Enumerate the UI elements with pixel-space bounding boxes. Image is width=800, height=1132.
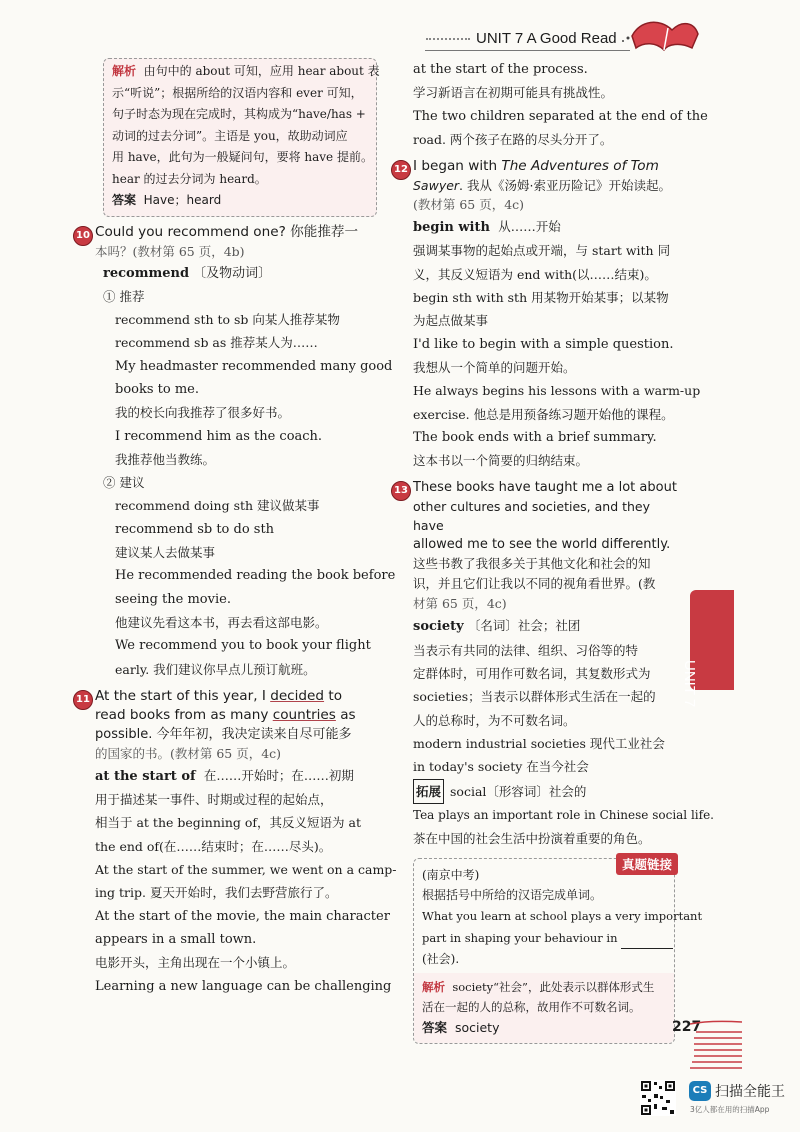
body-line: exercise. 他总是用预备练习题开始他的课程。 bbox=[413, 406, 674, 422]
example-line: early. 我们建议你早点儿预订航班。 bbox=[115, 661, 316, 677]
example-line: recommend sb as 推荐某人为…… bbox=[115, 335, 318, 351]
example-line: 建议某人去做某事 bbox=[115, 545, 216, 561]
example-line: He recommended reading the book before bbox=[115, 568, 396, 584]
part-of-speech: 〔及物动词〕 bbox=[193, 265, 272, 281]
body-line: societies；当表示以群体形式生活在一起的 bbox=[413, 689, 656, 705]
exam-question: What you learn at school plays a very important bbox=[422, 909, 703, 924]
item-heading: other cultures and societies, and they have bbox=[413, 499, 651, 534]
exam-analysis: 解析 society“社会”，此处表示以群体形式生 活在一起的人的总称，故用作不可数名词。 答案 society bbox=[414, 973, 674, 1043]
item-heading: Sawyer. 我从《汤姆·索亚历险记》开始读起。 bbox=[413, 178, 671, 194]
sense-number: ② bbox=[103, 475, 116, 491]
body-line: 用于描述某一事件、时期或过程的起始点， bbox=[95, 792, 333, 808]
body-line: Learning a new language can be challenging bbox=[95, 978, 392, 994]
item-number-badge: 10 bbox=[73, 226, 93, 246]
answer-text: society bbox=[454, 1020, 500, 1036]
body-line: 我想从一个简单的问题开始。 bbox=[413, 359, 576, 375]
answer-line bbox=[112, 190, 370, 212]
word-entry bbox=[103, 262, 370, 285]
unit-title: UNIT 7 A Good Read bbox=[476, 30, 617, 47]
analysis-line: 示“听说”；根据所给的汉语内容和 ever 可知， bbox=[112, 85, 363, 100]
answer-blank bbox=[621, 936, 673, 949]
analysis-label: 解析 bbox=[422, 980, 445, 995]
item-10 bbox=[76, 223, 396, 681]
item-number-badge: 12 bbox=[391, 160, 411, 180]
analysis-line: 句子时态为现在完成时，其构成为“have/has + bbox=[112, 107, 366, 121]
underlined-word: decided bbox=[270, 687, 325, 704]
body-line: He always begins his lessons with a warm-up bbox=[413, 383, 701, 399]
page-corner-decoration-icon bbox=[690, 1020, 742, 1080]
item-number-badge: 13 bbox=[391, 481, 411, 501]
item-heading: These books have taught me a lot about bbox=[413, 480, 677, 496]
item-heading: 材第 65 页，4c) bbox=[413, 596, 507, 612]
item-heading: At the start of this year, I decided to bbox=[95, 687, 343, 704]
book-title: The Adventures of Tom bbox=[501, 158, 659, 175]
body-line: The two children separated at the end of the bbox=[413, 108, 708, 124]
phrase-entry: begin with 从……开始 bbox=[413, 219, 561, 236]
camscanner-name: 扫描全能王 bbox=[715, 1084, 785, 1100]
analysis-line: 解析 由句中的 about 可知，应用 hear about 表 bbox=[112, 64, 380, 78]
sense: ② 建议 bbox=[103, 475, 145, 491]
body-line: ing trip. 夏天开始时，我们去野营旅行了。 bbox=[95, 885, 338, 901]
body-line: the end of(在……结束时；在……尽头)。 bbox=[95, 838, 332, 854]
body-line: begin sth with sth 用某物开始某事；以某物 bbox=[413, 290, 669, 306]
example-line: seeing the movie. bbox=[115, 591, 231, 607]
item-heading: 的国家的书。(教材第 65 页，4c) bbox=[95, 745, 282, 761]
body-line: appears in a small town. bbox=[95, 931, 257, 947]
item-11 bbox=[76, 687, 397, 998]
extension-line: 拓展 social〔形容词〕社会的 bbox=[413, 779, 677, 804]
exam-instruction: 根据括号中所给的汉语完成单词。 bbox=[422, 888, 603, 903]
exam-link-tag: 真题链接 bbox=[616, 853, 678, 875]
item-heading: I began with The Adventures of Tom bbox=[413, 158, 659, 175]
body-line: at the start of the process. bbox=[413, 62, 588, 77]
body-line: 定群体时，可用作可数名词，其复数形式为 bbox=[413, 666, 651, 682]
phrase: at the start of bbox=[95, 768, 196, 784]
camscanner-logo: CS bbox=[689, 1081, 711, 1101]
unit-side-tab-label: UNIT 7 bbox=[681, 660, 698, 708]
body-line: 学习新语言在初期可能具有挑战性。 bbox=[413, 85, 614, 101]
book-title: Sawyer bbox=[413, 178, 460, 194]
body-line: The book ends with a brief summary. bbox=[413, 429, 657, 445]
example-line: 我推荐他当教练。 bbox=[115, 451, 216, 467]
example-line: recommend sb to do sth bbox=[115, 521, 275, 537]
analysis-line: 用 have，此句为一般疑问句，要将 have 提前。 bbox=[112, 150, 373, 164]
camscanner-tagline: 3亿人都在用的扫描App bbox=[690, 1105, 770, 1114]
answer-label: 答案 bbox=[422, 1020, 448, 1036]
item-heading: 识，并且它们让我以不同的视角看世界。(教 bbox=[413, 576, 656, 592]
headword: recommend bbox=[103, 265, 190, 281]
word-entry bbox=[413, 614, 677, 638]
part-of-speech: 〔名词〕社会；社团 bbox=[467, 618, 581, 634]
headword: society bbox=[413, 619, 464, 635]
underlined-word: countries bbox=[272, 706, 336, 723]
example-line: books to me. bbox=[115, 381, 199, 397]
analysis-line: hear 的过去分词为 heard。 bbox=[112, 171, 267, 186]
item-heading: Could you recommend one? 你能推荐一 bbox=[95, 223, 359, 240]
item-heading: 这些书教了我很多关于其他文化和社会的知 bbox=[413, 556, 651, 572]
item-heading: possible. 今年年初，我决定读来自尽可能多 bbox=[95, 726, 352, 742]
qr-code-icon bbox=[640, 1080, 676, 1116]
body-line: 义，其反义短语为 end with(以……结束)。 bbox=[413, 266, 657, 282]
body-line: 当表示有共同的法律、组织、习俗等的特 bbox=[413, 642, 639, 658]
example-line: My headmaster recommended many good bbox=[115, 358, 393, 374]
answer-text: Have；heard bbox=[143, 193, 222, 207]
item-heading: read books from as many countries as bbox=[95, 706, 356, 723]
exam-question: part in shaping your behaviour in bbox=[422, 927, 668, 949]
item-number-badge: 11 bbox=[73, 690, 93, 710]
left-column bbox=[76, 58, 397, 998]
body-line: At the start of the summer, we went on a camp- bbox=[95, 862, 397, 878]
example-line: 我的校长向我推荐了很多好书。 bbox=[115, 405, 291, 421]
body-line: 为起点做某事 bbox=[413, 313, 489, 329]
analysis-line: 动词的过去分词”。主语是 you，故助动词应 bbox=[112, 128, 348, 143]
body-line: At the start of the movie, the main character bbox=[95, 908, 390, 924]
body-line: 电影开头，主角出现在一个小镇上。 bbox=[95, 955, 296, 971]
body-line: road. 两个孩子在路的尽头分开了。 bbox=[413, 131, 613, 147]
example-line: I recommend him as the coach. bbox=[115, 428, 323, 444]
header-dotted-rule bbox=[426, 38, 470, 40]
body-line: 相当于 at the beginning of，其反义短语为 at bbox=[95, 815, 361, 831]
analysis-label: 解析 bbox=[112, 64, 137, 78]
item-heading: 本吗？(教材第 65 页，4b) bbox=[95, 243, 245, 259]
body-line: modern industrial societies 现代工业社会 bbox=[413, 735, 665, 751]
body-line: 人的总称时，为不可数名词。 bbox=[413, 712, 576, 728]
body-line: 这本书以一个简要的归纳结束。 bbox=[413, 453, 589, 469]
body-line: 强调某事物的起始点或开端，与 start with 同 bbox=[413, 243, 671, 259]
page-number: 227 bbox=[672, 1019, 702, 1035]
exam-source: (南京中考) bbox=[422, 868, 480, 883]
body-line: 茶在中国的社会生活中扮演着重要的角色。 bbox=[413, 831, 651, 847]
phrase-entry: at the start of 在……开始时；在……初期 bbox=[95, 767, 354, 784]
page-header bbox=[0, 0, 800, 55]
answer-label: 答案 bbox=[112, 193, 137, 207]
body-line: in today's society 在当今社会 bbox=[413, 759, 589, 775]
answer-line bbox=[422, 1017, 668, 1039]
item-heading: (教材第 65 页，4c) bbox=[413, 197, 525, 213]
sense-number: ① bbox=[103, 288, 116, 304]
item-12 bbox=[394, 157, 701, 472]
example-line: 他建议先看这本书，再去看这部电影。 bbox=[115, 614, 328, 630]
body-line: I'd like to begin with a simple question. bbox=[413, 336, 674, 352]
exam-question: (社会). bbox=[422, 952, 460, 967]
body-line: Tea plays an important role in Chinese social life. bbox=[413, 807, 714, 822]
book-emblem-icon bbox=[620, 8, 700, 53]
phrase: begin with bbox=[413, 220, 490, 236]
sense: ① 推荐 bbox=[103, 288, 145, 304]
example-line: We recommend you to book your flight bbox=[115, 638, 371, 654]
item-heading: allowed me to see the world differently. bbox=[413, 537, 671, 553]
analysis-box bbox=[103, 58, 380, 217]
header-rule bbox=[425, 50, 630, 51]
extension-label: 拓展 bbox=[413, 779, 444, 804]
example-line: recommend sth to sb 向某人推荐某物 bbox=[115, 312, 340, 328]
example-line: recommend doing sth 建议做某事 bbox=[115, 498, 320, 514]
unit-side-tab bbox=[681, 590, 734, 708]
